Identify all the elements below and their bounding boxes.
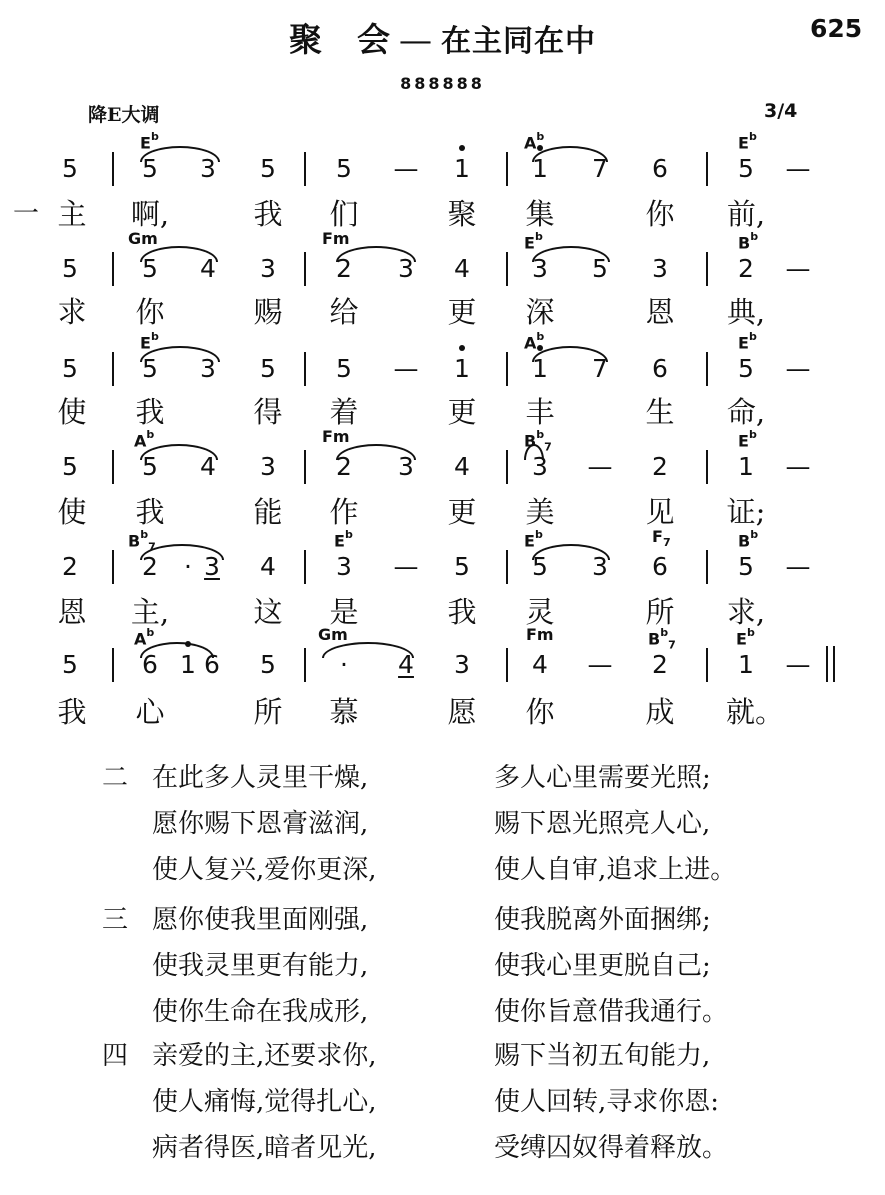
hymn-number: 625 (810, 14, 863, 43)
lyric-syllable: 美 (525, 495, 555, 529)
barline (112, 252, 114, 286)
note-1-10: 6 (652, 154, 668, 183)
verse-line: 使人回转,寻求你恩: (494, 1087, 720, 1117)
lyric-syllable: 更 (447, 295, 477, 329)
lyric-syllable: 所 (645, 595, 675, 629)
lyric-syllable: 心 (135, 695, 165, 729)
note-2-10: 3 (652, 254, 668, 283)
lyric-syllable: 丰 (525, 395, 555, 429)
note-4-3: 4 (200, 452, 216, 481)
barline (112, 352, 114, 386)
slur (336, 246, 416, 262)
note-3-2: 5 (142, 354, 158, 383)
note-1-5: 5 (336, 154, 352, 183)
lyric-syllable: 求 (57, 295, 87, 329)
note-3-12: — (785, 354, 811, 383)
note-6-12: 1 (738, 650, 754, 679)
chord-symbol: $B^b_7$ (648, 626, 676, 652)
note-1-4: 5 (260, 154, 276, 183)
lyric-syllable: 这 (253, 595, 283, 629)
chord-symbol: $E^b$ (140, 330, 159, 353)
lyric-syllable: 求, (726, 595, 766, 629)
note-3-11: 5 (738, 354, 754, 383)
lyric-syllable: 我 (253, 197, 283, 231)
note-4-2: 5 (142, 452, 158, 481)
verse-line: 在此多人灵里干燥, (152, 763, 369, 793)
chord-symbol: $A^b$ (134, 626, 155, 649)
note-2-8: 3 (532, 254, 548, 283)
note-6-7: 4 (398, 650, 414, 679)
chord-symbol: $B^b_7$ (524, 428, 552, 454)
lyric-syllable: 赐 (253, 295, 283, 329)
note-2-6: 3 (398, 254, 414, 283)
barline (506, 450, 508, 484)
chord-symbol: $A^b$ (524, 130, 545, 153)
barline (706, 352, 708, 386)
verse-line: 亲爱的主,还要求你, (152, 1041, 377, 1071)
barline (112, 550, 114, 584)
verse-line: 使人自审,追求上进。 (494, 855, 737, 885)
note-3-10: 6 (652, 354, 668, 383)
verse-number: 一 (12, 199, 39, 229)
note-1-2: 5 (142, 154, 158, 183)
key-signature: 降E大调 (88, 104, 160, 126)
barline (304, 352, 306, 386)
note-3-1: 5 (62, 354, 78, 383)
lyric-syllable: 得 (253, 395, 283, 429)
note-2-4: 3 (260, 254, 276, 283)
lyric-syllable: 生 (645, 395, 675, 429)
chord-symbol: Fm (322, 229, 350, 248)
verse-line: 多人心里需要光照; (494, 763, 711, 793)
note-6-3: 1 (173, 650, 203, 680)
barline (706, 152, 708, 186)
note-5-9: 5 (532, 552, 548, 581)
note-6-1: 5 (62, 650, 78, 679)
barline (506, 252, 508, 286)
note-6-4: 6 (204, 650, 220, 679)
lyric-syllable: 慕 (329, 695, 359, 729)
verse-line: 使我灵里更有能力, (152, 951, 369, 981)
lyric-syllable: 所 (253, 695, 283, 729)
note-6-13: — (785, 650, 811, 679)
chord-symbol: $B^b$ (738, 230, 759, 253)
lyric-syllable: 恩 (57, 595, 87, 629)
lyric-syllable: 命, (726, 395, 766, 429)
note-3-3: 3 (200, 354, 216, 383)
verse-line: 愿你使我里面刚强, (152, 905, 369, 935)
lyric-syllable: 更 (447, 495, 477, 529)
note-4-11: 1 (738, 452, 754, 481)
verse-line: 使你生命在我成形, (152, 997, 369, 1027)
slur (532, 246, 610, 262)
lyric-syllable: 我 (135, 395, 165, 429)
chord-symbol: $E^b$ (524, 528, 543, 551)
lyric-syllable: 集 (525, 197, 555, 231)
barline (112, 152, 114, 186)
chord-symbol: $F_7$ (652, 527, 671, 550)
note-5-2: 2 (142, 552, 158, 581)
lyric-syllable: 我 (447, 595, 477, 629)
verse-number: 二 (102, 763, 129, 793)
lyric-syllable: 前, (726, 197, 766, 231)
lyric-syllable: 给 (329, 295, 359, 329)
barline (706, 550, 708, 584)
barline (506, 648, 508, 682)
barline (506, 152, 508, 186)
note-1-11: 5 (738, 154, 754, 183)
barline (112, 648, 114, 682)
lyric-syllable: 你 (135, 295, 165, 329)
note-5-4: 3 (204, 552, 220, 581)
lyric-syllable: 深 (525, 295, 555, 329)
meter: 888888 (400, 74, 485, 93)
note-6-11: 2 (652, 650, 668, 679)
barline (112, 450, 114, 484)
barline (706, 252, 708, 286)
lyric-syllable: 聚 (447, 197, 477, 231)
barline (506, 352, 508, 386)
slur (532, 544, 610, 560)
note-1-3: 3 (200, 154, 216, 183)
title-main: 聚 会 (289, 20, 391, 59)
chord-symbol: $E^b$ (334, 528, 353, 551)
title-subtitle: 在主同在中 (441, 24, 596, 59)
lyric-syllable: 灵 (525, 595, 555, 629)
barline (304, 550, 306, 584)
verse-line: 使你旨意借我通行。 (494, 997, 729, 1027)
note-2-5: 2 (336, 254, 352, 283)
note-5-12: 5 (738, 552, 754, 581)
chord-symbol: Fm (526, 625, 554, 644)
chord-symbol: Gm (318, 625, 348, 644)
note-2-3: 4 (200, 254, 216, 283)
note-1-6: — (393, 154, 419, 183)
note-5-7: — (393, 552, 419, 581)
note-1-7: 1 (447, 154, 477, 184)
lyric-syllable: 你 (645, 197, 675, 231)
note-6-5: 5 (260, 650, 276, 679)
verse-number: 四 (102, 1041, 129, 1071)
verse-line: 赐下恩光照亮人心, (494, 809, 711, 839)
note-3-9: 7 (592, 354, 608, 383)
note-1-1: 5 (62, 154, 78, 183)
lyric-syllable: 成 (645, 695, 675, 729)
note-4-7: 4 (454, 452, 470, 481)
note-5-8: 5 (454, 552, 470, 581)
chord-symbol: $B^b_7$ (128, 528, 156, 554)
chord-symbol: $A^b$ (524, 330, 545, 353)
lyric-syllable: 你 (525, 695, 555, 729)
verse-line: 病者得医,暗者见光, (152, 1133, 377, 1163)
note-3-5: 5 (336, 354, 352, 383)
chord-symbol: $E^b$ (736, 626, 755, 649)
note-5-13: — (785, 552, 811, 581)
lyric-syllable: 作 (329, 495, 359, 529)
note-4-9: — (587, 452, 613, 481)
note-4-5: 2 (336, 452, 352, 481)
chord-symbol: $E^b$ (738, 330, 757, 353)
note-3-7: 1 (447, 354, 477, 384)
verse-number: 三 (102, 905, 129, 935)
note-4-6: 3 (398, 452, 414, 481)
note-5-3: · (184, 552, 192, 581)
note-2-1: 5 (62, 254, 78, 283)
note-1-8: 1 (525, 154, 555, 184)
note-1-12: — (785, 154, 811, 183)
note-6-10: — (587, 650, 613, 679)
lyric-syllable: 啊, (130, 197, 170, 231)
lyric-syllable: 我 (57, 695, 87, 729)
barline (706, 450, 708, 484)
octave-dot (459, 345, 465, 351)
verse-line: 受缚囚奴得着释放。 (494, 1133, 729, 1163)
barline (304, 648, 306, 682)
lyric-syllable: 使 (57, 495, 87, 529)
octave-dot (459, 145, 465, 151)
lyric-syllable: 能 (253, 495, 283, 529)
note-2-9: 5 (592, 254, 608, 283)
lyric-syllable: 着 (329, 395, 359, 429)
note-2-11: 2 (738, 254, 754, 283)
note-3-6: — (393, 354, 419, 383)
chord-symbol: Gm (128, 229, 158, 248)
verse-line: 使我脱离外面捆绑; (494, 905, 711, 935)
note-5-5: 4 (260, 552, 276, 581)
lyric-syllable: 使 (57, 395, 87, 429)
chord-symbol: $A^b$ (134, 428, 155, 451)
verse-line: 使人复兴,爱你更深, (152, 855, 377, 885)
lyric-syllable: 主 (57, 197, 87, 231)
lyric-syllable: 是 (329, 595, 359, 629)
note-4-1: 5 (62, 452, 78, 481)
lyric-syllable: 我 (135, 495, 165, 529)
note-2-12: — (785, 254, 811, 283)
note-5-11: 6 (652, 552, 668, 581)
note-4-10: 2 (652, 452, 668, 481)
slur (322, 642, 414, 658)
chord-symbol: $B^b$ (738, 528, 759, 551)
verse-line: 愿你赐下恩膏滋润, (152, 809, 369, 839)
note-3-8: 1 (525, 354, 555, 384)
slur (336, 444, 416, 460)
verse-line: 使我心里更脱自己; (494, 951, 711, 981)
note-4-12: — (785, 452, 811, 481)
lyric-syllable: 见 (645, 495, 675, 529)
lyric-syllable: 们 (329, 197, 359, 231)
barline (304, 450, 306, 484)
lyric-syllable: 典, (726, 295, 766, 329)
final-barline (826, 646, 835, 682)
note-3-4: 5 (260, 354, 276, 383)
lyric-syllable: 就。 (726, 695, 785, 729)
chord-symbol: Fm (322, 427, 350, 446)
note-6-2: 6 (142, 650, 158, 679)
lyric-syllable: 更 (447, 395, 477, 429)
note-6-6: · (340, 650, 348, 679)
note-1-9: 7 (592, 154, 608, 183)
chord-symbol: $E^b$ (738, 428, 757, 451)
barline (304, 152, 306, 186)
title-dash: — (399, 20, 433, 59)
note-4-8: 3 (532, 452, 548, 481)
verse-line: 使人痛悔,觉得扎心, (152, 1087, 377, 1117)
lyric-syllable: 恩 (645, 295, 675, 329)
chord-symbol: $E^b$ (140, 130, 159, 153)
lyric-syllable: 证; (726, 495, 766, 529)
lyric-syllable: 愿 (447, 695, 477, 729)
note-5-6: 3 (336, 552, 352, 581)
note-5-10: 3 (592, 552, 608, 581)
chord-symbol: $E^b$ (738, 130, 757, 153)
note-4-4: 3 (260, 452, 276, 481)
note-6-8: 3 (454, 650, 470, 679)
note-2-7: 4 (454, 254, 470, 283)
barline (304, 252, 306, 286)
note-2-2: 5 (142, 254, 158, 283)
time-signature: 3/4 (764, 100, 798, 122)
barline (506, 550, 508, 584)
barline (706, 648, 708, 682)
note-5-1: 2 (62, 552, 78, 581)
verse-line: 赐下当初五旬能力, (494, 1041, 711, 1071)
chord-symbol: $E^b$ (524, 230, 543, 253)
slur (140, 246, 218, 262)
hymn-title (0, 14, 885, 61)
note-6-9: 4 (532, 650, 548, 679)
lyric-syllable: 主, (130, 595, 170, 629)
